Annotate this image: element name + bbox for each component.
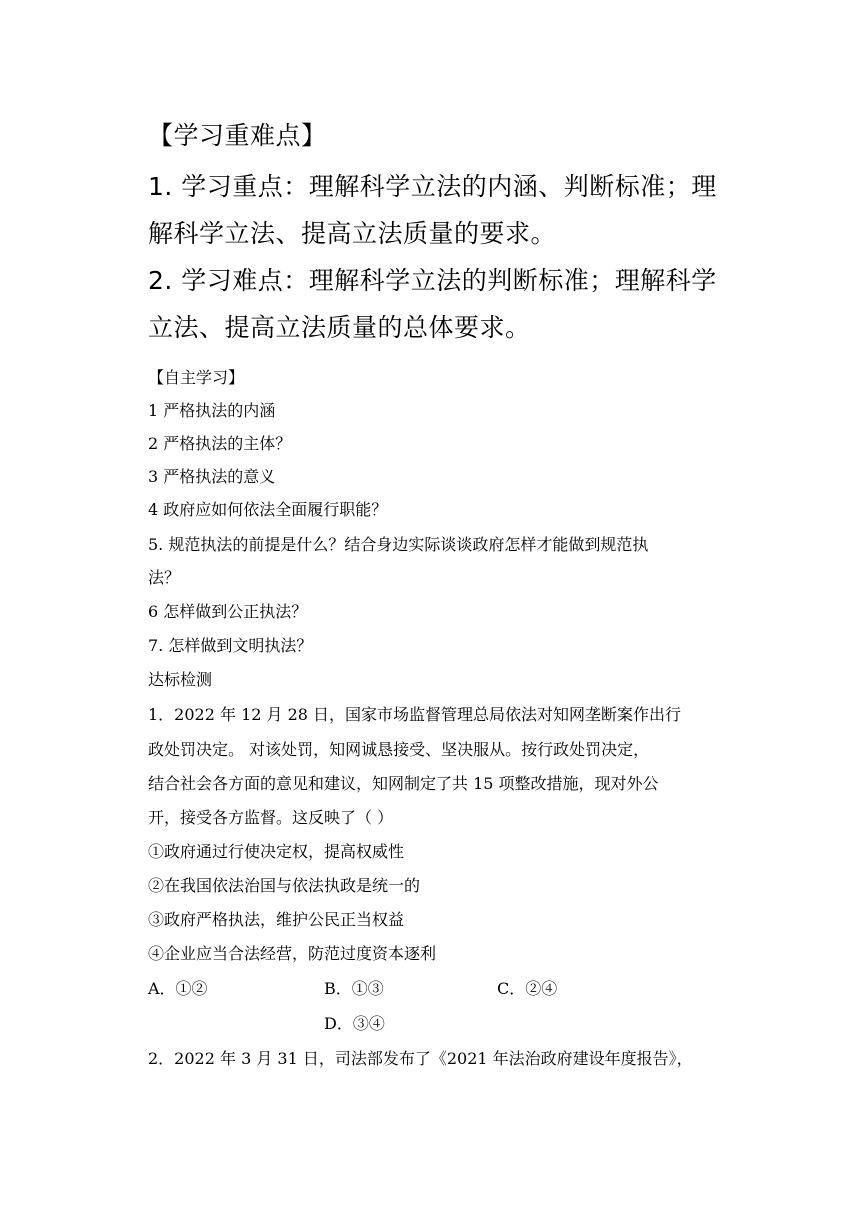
question-2-line: 2．2022 年 3 月 31 日，司法部发布了《2021 年法治政府建设年度报告》， xyxy=(148,1049,693,1068)
key-point-line-3: 2. 学习难点：理解科学立法的判断标准；理解科学 xyxy=(148,266,717,295)
self-study-heading: 【自主学习】 xyxy=(148,368,245,387)
statement-3: ③政府严格执法，维护公民正当权益 xyxy=(148,910,405,929)
key-point-line-1: 1. 学习重点：理解科学立法的内涵、判断标准；理 xyxy=(148,172,717,201)
self-study-item: 2 严格执法的主体？ xyxy=(148,434,292,453)
option-b: B．①③ xyxy=(324,979,384,998)
key-point-line-2: 解科学立法、提高立法质量的要求。 xyxy=(148,219,557,248)
self-study-item: 6 怎样做到公正执法？ xyxy=(148,602,308,621)
self-study-item: 法？ xyxy=(148,568,181,587)
test-heading: 达标检测 xyxy=(148,670,213,689)
statement-2: ②在我国依法治国与依法执政是统一的 xyxy=(148,876,421,895)
statement-4: ④企业应当合法经营，防范过度资本逐利 xyxy=(148,944,437,963)
key-point-line-4: 立法、提高立法质量的总体要求。 xyxy=(148,313,531,342)
self-study-item: 7. 怎样做到文明执法？ xyxy=(148,636,313,655)
self-study-item: 1 严格执法的内涵 xyxy=(148,401,276,420)
self-study-item: 4 政府应如何依法全面履行职能？ xyxy=(148,500,388,519)
key-points-heading: 【学习重难点】 xyxy=(148,121,327,150)
option-d: D．③④ xyxy=(324,1014,385,1033)
option-a: A．①② xyxy=(148,979,208,998)
self-study-item: 3 严格执法的意义 xyxy=(148,467,276,486)
question-1-line: 政处罚决定。 对该处罚，知网诚恳接受、坚决服从。按行政处罚决定， xyxy=(148,740,650,759)
question-1-line: 结合社会各方面的意见和建议，知网制定了共 15 项整改措施，现对外公 xyxy=(148,774,659,793)
option-c: C．②④ xyxy=(497,979,558,998)
question-1-line: 开，接受各方监督。这反映了（ ） xyxy=(148,808,394,827)
question-1-line: 1．2022 年 12 月 28 日，国家市场监督管理总局依法对知网垄断案作出行 xyxy=(148,705,682,724)
statement-1: ①政府通过行使决定权，提高权威性 xyxy=(148,842,405,861)
self-study-item: 5. 规范执法的前提是什么？结合身边实际谈谈政府怎样才能做到规范执 xyxy=(148,535,649,554)
